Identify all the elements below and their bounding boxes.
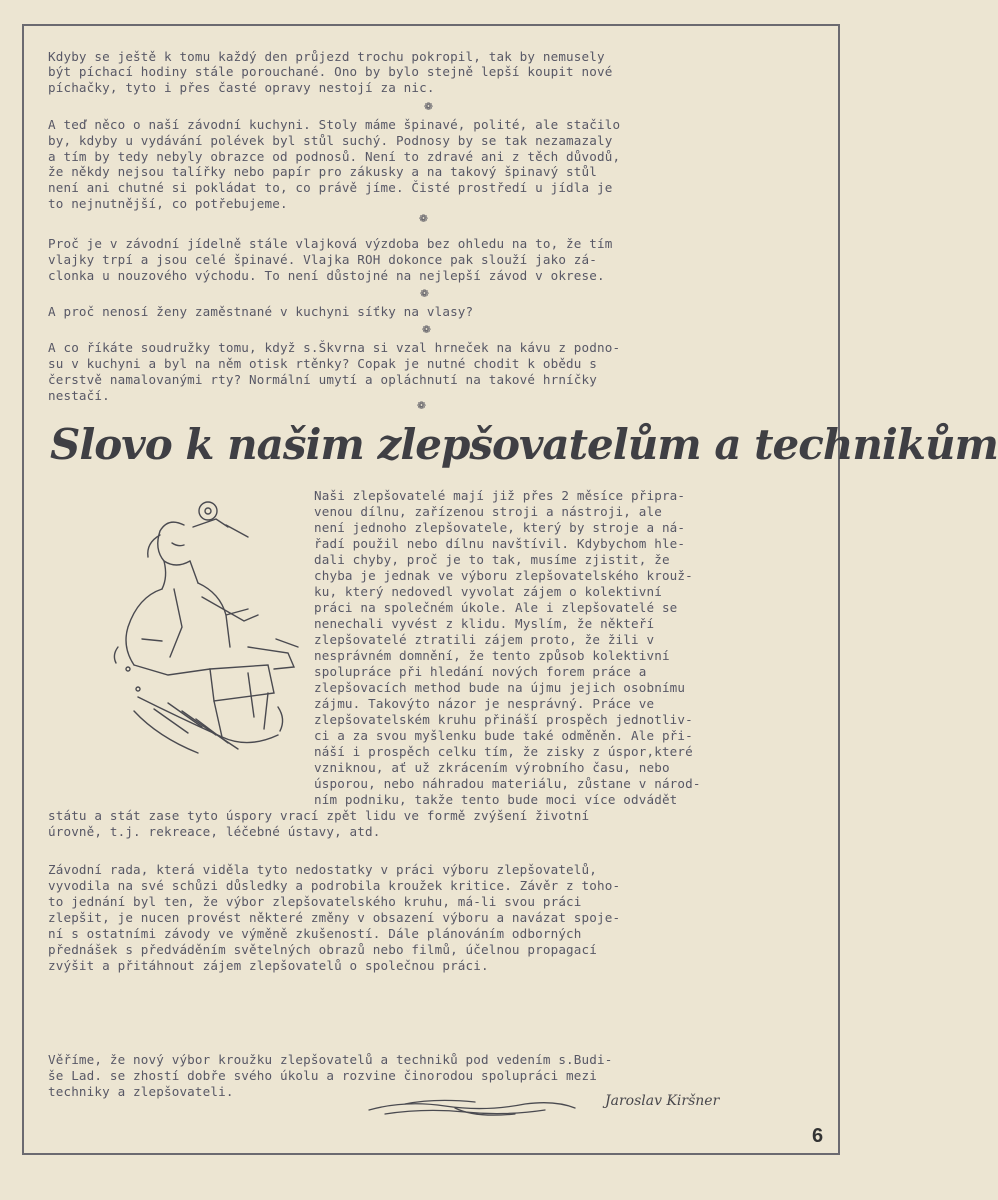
text-line: úrovně, t.j. rekreace, léčebné ústavy, atd. bbox=[48, 824, 381, 839]
text-line: Proč je v závodní jídelně stále vlajková výzdoba bez ohledu na to, že tím bbox=[48, 236, 613, 251]
separator-ornament-icon: ❁ bbox=[420, 285, 429, 301]
text-line: nestačí. bbox=[48, 388, 110, 403]
text-line: nesprávném domnění, že tento způsob kolektivní bbox=[314, 648, 670, 663]
text-line: chyba je jednak ve výboru zlepšovatelského krouž- bbox=[314, 568, 693, 583]
text-line: nenechali vyvést z klidu. Myslím, že někteří bbox=[314, 616, 655, 631]
text-line: ním podniku, takže tento bude moci více odvádět bbox=[314, 792, 678, 807]
text-line: zlepšovatelé ztratili zájem proto, že žili v bbox=[314, 632, 655, 647]
text-line: su v kuchyni a byl na něm otisk rtěnky? Copak je nutné chodit k obědu s bbox=[48, 356, 597, 371]
text-line: zlepšit, je nucen provést některé změny v obsazení výboru a navázat spoje- bbox=[48, 910, 621, 925]
text-line: čerstvě namalovanými rty? Normální umytí a opláchnutí na takové hrníčky bbox=[48, 372, 597, 387]
separator-ornament-icon: ❁ bbox=[419, 210, 428, 226]
text-line: že někdy nejsou talířky nebo papír pro zákusky a na takový špinavý stůl bbox=[48, 164, 597, 179]
text-line: venou dílnu, zařízenou stroji a nástroji, ale bbox=[314, 504, 662, 519]
text-line: píchačky, tyto i přes časté opravy nestojí za nic. bbox=[48, 80, 435, 95]
text-line: přednášek s předváděním světelných obrazů nebo filmů, účelnou propagací bbox=[48, 942, 597, 957]
text-line: to jednání byl ten, že výbor zlepšovatelského kruhu, má-li svou práci bbox=[48, 894, 582, 909]
text-line: to nejnutnější, co potřebujeme. bbox=[48, 196, 288, 211]
text-line: vlajky trpí a jsou celé špinavé. Vlajka ROH dokonce pak slouží jako zá- bbox=[48, 252, 597, 267]
text-line: řadí použil nebo dílnu navštívil. Kdybychom hle- bbox=[314, 536, 686, 551]
text-line: práci na společném úkole. Ale i zlepšovatelé se bbox=[314, 600, 678, 615]
text-line: dali chyby, proč je to tak, musíme zjistit, že bbox=[314, 552, 670, 567]
text-line: státu a stát zase tyto úspory vrací zpět lidu ve formě zvýšení životní bbox=[48, 808, 590, 823]
text-line: ku, který nedovedl vyvolat zájem o kolektivní bbox=[314, 584, 662, 599]
text-line: zlepšovacích method bude na újmu jejich osobnímu bbox=[314, 680, 686, 695]
text-line: ci a za svou myšlenku bude také odměněn. Ale při- bbox=[314, 728, 693, 743]
separator-ornament-icon: ❁ bbox=[422, 321, 431, 337]
text-line: úsporou, nebo náhradou materiálu, zůstane v národ- bbox=[314, 776, 701, 791]
text-line: být píchací hodiny stále porouchané. Ono by bylo stejně lepší koupit nové bbox=[48, 64, 613, 79]
section-heading: Slovo k našim zlepšovatelům a technikům bbox=[50, 420, 998, 469]
text-line: A proč nenosí ženy zaměstnané v kuchyni síťky na vlasy? bbox=[48, 304, 474, 319]
separator-ornament-icon: ❁ bbox=[424, 98, 433, 114]
text-line: ní s ostatními závody ve výměně zkušeností. Dále plánováním odborných bbox=[48, 926, 582, 941]
text-line: a tím by tedy nebyly obrazce od podnosů. Není to zdravé ani z těch důvodů, bbox=[48, 149, 621, 164]
text-line: vzniknou, ať už zkrácením výrobního času, nebo bbox=[314, 760, 670, 775]
text-line: není ani chutné si pokládat to, co právě jíme. Čisté prostředí u jídla je bbox=[48, 180, 613, 195]
text-line: by, kdyby u vydávání polévek byl stůl suchý. Podnosy by se tak nezamazaly bbox=[48, 133, 613, 148]
text-line: vyvodila na své schůzi důsledky a podrobila kroužek kritice. Závěr z toho- bbox=[48, 878, 621, 893]
text-line: Naši zlepšovatelé mají již přes 2 měsíce připra- bbox=[314, 488, 686, 503]
text-line: není jednoho zlepšovatele, který by stroje a ná- bbox=[314, 520, 686, 535]
text-line: A co říkáte soudružky tomu, když s.Škvrna si vzal hrneček na kávu z podno- bbox=[48, 340, 621, 355]
text-line: spolupráce při hledání nových forem práce a bbox=[314, 664, 647, 679]
text-line: techniky a zlepšovateli. bbox=[48, 1084, 234, 1099]
text-line: náší i prospěch celku tím, že zisky z úspor,které bbox=[314, 744, 693, 759]
text-line: Kdyby se ještě k tomu každý den průjezd trochu pokropil, tak by nemusely bbox=[48, 49, 605, 64]
text-line: clonka u nouzového východu. To není důstojné na nejlepší závod v okrese. bbox=[48, 268, 605, 283]
text-line: zlepšovatelském kruhu přináší prospěch jednotliv- bbox=[314, 712, 693, 727]
text-line: zvýšit a přitáhnout zájem zlepšovatelů o společnou práci. bbox=[48, 958, 489, 973]
text-line: Závodní rada, která viděla tyto nedostatky v práci výboru zlepšovatelů, bbox=[48, 862, 597, 877]
text-line: A teď něco o naší závodní kuchyni. Stoly máme špinavé, polité, ale stačilo bbox=[48, 117, 621, 132]
text-line: še Lad. se zhostí dobře svého úkolu a rozvine činorodou spolupráci mezi bbox=[48, 1068, 597, 1083]
page-number: 6 bbox=[812, 1125, 824, 1147]
author-signature: Jaroslav Kiršner bbox=[605, 1093, 720, 1109]
craftsman-illustration-icon bbox=[98, 497, 308, 762]
text-line: Věříme, že nový výbor kroužku zlepšovatelů a techniků pod vedením s.Budi- bbox=[48, 1052, 613, 1067]
separator-ornament-icon: ❁ bbox=[417, 397, 426, 413]
flourish-icon bbox=[365, 1094, 580, 1124]
text-line: zájmu. Takovýto názor je nesprávný. Práce ve bbox=[314, 696, 655, 711]
